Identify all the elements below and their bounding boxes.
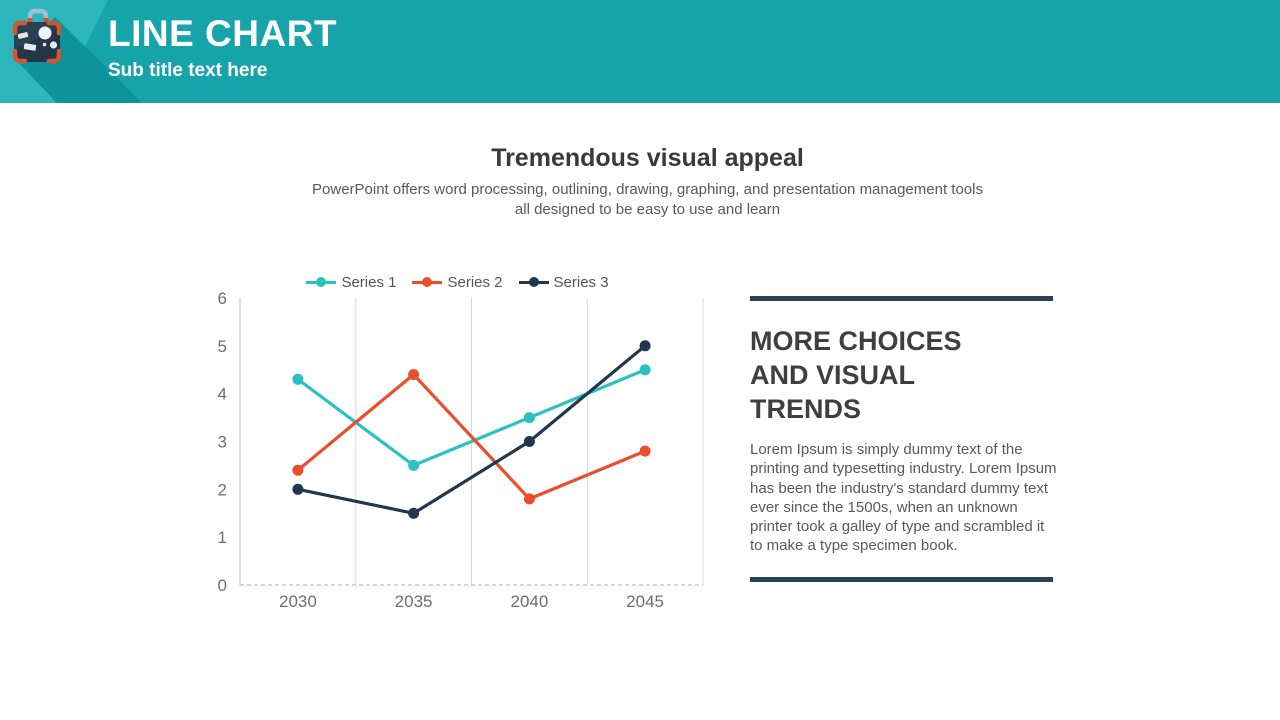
data-point: [292, 465, 303, 476]
data-point: [408, 508, 419, 519]
x-tick-label: 2045: [626, 592, 665, 611]
data-point: [292, 374, 303, 385]
legend-label: Series 1: [341, 273, 397, 291]
panel-heading-line1: MORE CHOICES: [750, 326, 962, 356]
line-chart: [205, 290, 710, 620]
data-point: [524, 493, 535, 504]
intro-body-line1: PowerPoint offers word processing, outlining, drawing, graphing, and presentation management tools: [312, 181, 983, 198]
data-point: [640, 340, 651, 351]
legend-label: Series 3: [553, 273, 609, 291]
panel-rule-top: [750, 296, 1053, 301]
slide-title: LINE CHART: [108, 13, 338, 54]
y-tick-label: 0: [217, 576, 227, 595]
slide-subtitle: Sub title text here: [108, 60, 268, 81]
legend-item: [412, 274, 502, 291]
panel-rule-bottom: [750, 577, 1053, 582]
data-point: [408, 369, 419, 380]
legend-item: [519, 274, 609, 291]
x-tick-label: 2040: [510, 592, 549, 611]
data-point: [524, 436, 535, 447]
x-tick-label: 2035: [394, 592, 433, 611]
y-tick-label: 4: [217, 384, 227, 404]
header-band: [0, 0, 1280, 103]
chart-legend: [205, 272, 710, 292]
sticker-circle-small: [50, 41, 57, 48]
legend-marker-icon: [412, 277, 442, 288]
legend-item: [306, 274, 396, 291]
sticker-circle-large: [39, 27, 52, 40]
intro-title: Tremendous visual appeal: [491, 144, 804, 172]
y-tick-label: 2: [217, 480, 227, 500]
panel-body: Lorem Ipsum is simply dummy text of the printing and typesetting industry. Lorem Ipsum has been the industry's standard dummy text ever since the 1500s, when an unknown printer took a galley of type and scrambled it to make a type specimen book.: [750, 441, 1057, 555]
legend-marker-icon: [519, 277, 549, 288]
y-tick-label: 6: [217, 290, 227, 308]
panel-heading-line2: AND VISUAL: [750, 360, 916, 390]
x-tick-label: 2030: [278, 592, 317, 611]
intro-block: [240, 143, 1055, 219]
data-point: [292, 484, 303, 495]
sticker-dot: [43, 43, 47, 47]
legend-label: Series 2: [447, 273, 503, 291]
data-point: [640, 446, 651, 457]
data-point: [640, 364, 651, 375]
y-tick-label: 3: [217, 432, 227, 452]
intro-body: [240, 180, 1055, 219]
intro-body-line2: all designed to be easy to use and learn: [514, 200, 781, 218]
legend-marker-icon: [306, 277, 336, 288]
y-tick-label: 1: [217, 528, 227, 548]
data-point: [408, 460, 419, 471]
data-point: [524, 412, 535, 423]
panel-heading: [750, 324, 1056, 426]
y-tick-label: 5: [217, 336, 227, 356]
panel-heading-line3: TRENDS: [750, 394, 862, 424]
